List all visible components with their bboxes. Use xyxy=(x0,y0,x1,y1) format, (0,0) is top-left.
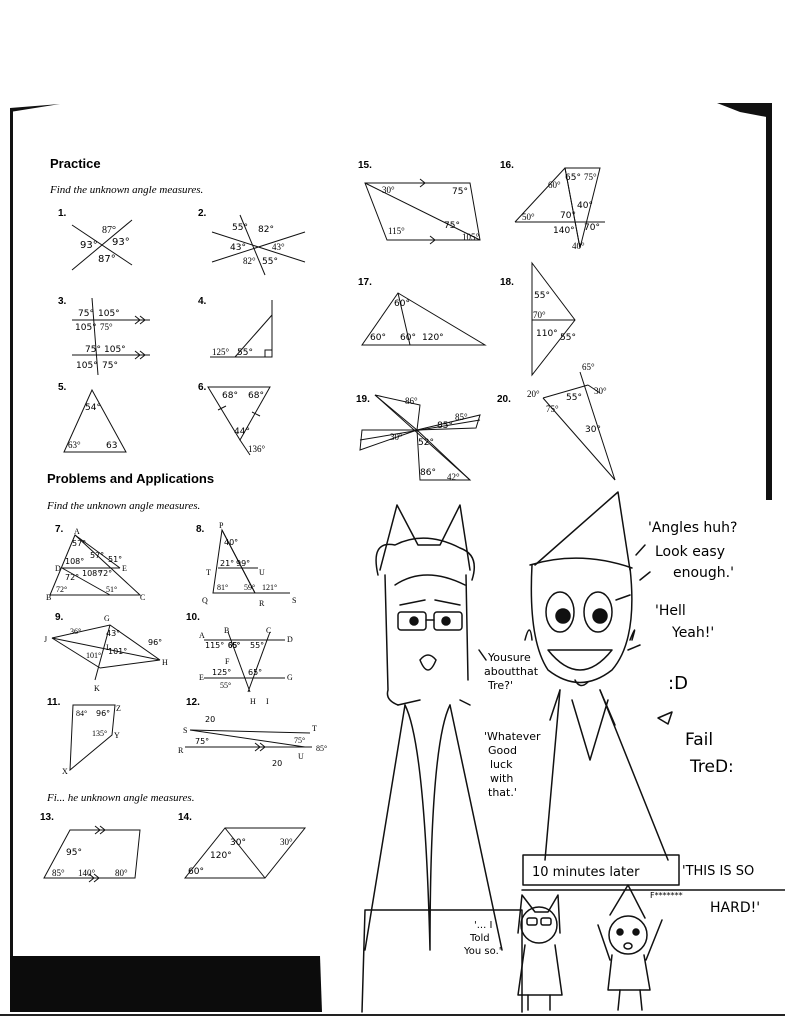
censored-word: F******* xyxy=(650,891,683,900)
scan-edge-left xyxy=(10,108,13,958)
problem-number-11: 11. xyxy=(47,697,61,708)
problem-number-19: 19. xyxy=(356,394,370,405)
practice-heading: Practice xyxy=(50,156,101,171)
scan-edge-right xyxy=(766,110,772,500)
p13-label: 95° xyxy=(66,848,82,858)
problem-number-12: 12. xyxy=(186,697,200,708)
p15-label: 75° xyxy=(444,221,460,231)
p19-label: 86° xyxy=(420,468,436,478)
problems-heading: Problems and Applications xyxy=(47,471,215,486)
problem-number-14: 14. xyxy=(178,812,192,823)
bubble-told-line3: You so.' xyxy=(464,946,502,957)
problem-number-7: 7. xyxy=(55,524,64,535)
p12-label: R xyxy=(178,746,184,755)
bubble-told-line1: '... I xyxy=(474,920,493,931)
p5-label: 54° xyxy=(85,403,101,413)
problem-number-1: 1. xyxy=(58,208,67,219)
p10-label: 55° xyxy=(220,681,232,690)
problem-number-18: 18. xyxy=(500,277,514,288)
p17-label: 60° xyxy=(370,333,386,343)
p20-label: 65° xyxy=(582,362,595,372)
p10-label: 125° xyxy=(212,668,232,677)
p18-label: 55° xyxy=(560,333,576,343)
p16-label: 75° xyxy=(584,172,597,182)
p19-label: 52° xyxy=(418,438,434,448)
p11-label: 96° xyxy=(96,709,111,718)
problems-instruction: Find the unknown angle measures. xyxy=(47,500,201,512)
bubble-angles-line1: 'Angles huh? xyxy=(648,520,738,536)
p10-label: A xyxy=(199,631,205,640)
p15-label: 30° xyxy=(382,185,395,195)
p20-label: 55° xyxy=(566,393,582,403)
p12-label: 20 xyxy=(272,759,283,768)
p19-label: 86° xyxy=(405,396,418,406)
p10-label: C xyxy=(266,626,272,635)
p16-label: 65° xyxy=(565,173,581,183)
p18-label: 70° xyxy=(533,310,546,320)
p7-label: E xyxy=(122,564,127,573)
p9-label: 101° xyxy=(108,647,128,656)
p20-label: 30° xyxy=(585,425,601,435)
emote-grin: :D xyxy=(668,673,688,694)
p7-label: 51° xyxy=(108,555,123,564)
p15-label: 115° xyxy=(388,226,405,236)
problem-number-17: 17. xyxy=(358,277,372,288)
p2-label: 55° xyxy=(262,257,278,267)
p10-label: 55° xyxy=(250,641,265,650)
p12-label: 75° xyxy=(294,736,306,745)
p8-label: 40° xyxy=(224,538,239,547)
p5-label: 63 xyxy=(106,441,118,451)
p12-label: 85° xyxy=(316,744,328,753)
p3-label: 105° xyxy=(75,323,97,333)
problem-number-3: 3. xyxy=(58,296,67,307)
p7-label: 57° xyxy=(90,551,105,560)
p7-label: C xyxy=(140,593,146,602)
p10-label: 115° xyxy=(205,641,225,650)
p17-label: 60° xyxy=(394,299,410,309)
p14-label: 120° xyxy=(210,851,232,861)
p10-label: D xyxy=(287,635,293,644)
p2-label: 82° xyxy=(258,225,274,235)
p16-label: 40° xyxy=(572,241,585,251)
p17-label: 60° xyxy=(400,333,416,343)
p7-label: 72° xyxy=(56,585,68,594)
p16-label: 70° xyxy=(560,211,576,221)
p9-label: I xyxy=(106,643,109,652)
p16-label: 70° xyxy=(584,223,600,233)
bubble-angles-line3: enough.' xyxy=(673,565,734,581)
p12-label: 20 xyxy=(205,715,216,724)
bubble-whatever-line2: Good xyxy=(488,744,517,757)
bubble-whatever-line3: luck xyxy=(490,758,513,771)
p7-label: B xyxy=(46,593,52,602)
character-boy xyxy=(525,492,668,860)
p1-label: 93° xyxy=(80,240,98,251)
p1-label: 87° xyxy=(102,225,116,236)
p19-label: 85° xyxy=(437,421,453,431)
p15-label: 75° xyxy=(452,187,468,197)
bubble-hard-line2: HARD!' xyxy=(710,900,761,916)
bubble-hell-line2: Yeah!' xyxy=(672,625,715,641)
p17-label: 120° xyxy=(422,333,444,343)
p5-label: 63° xyxy=(68,440,81,450)
p16-label: 50° xyxy=(522,212,535,222)
p3-label: 105° xyxy=(98,309,120,319)
figure-problem-2 xyxy=(212,215,305,275)
p14-label: 30° xyxy=(280,837,293,847)
p10-label: F xyxy=(225,657,230,666)
p9-label: J xyxy=(44,635,48,644)
p13-label: 140° xyxy=(78,868,96,878)
p16-label: 60° xyxy=(548,180,561,190)
p4-label: 55° xyxy=(237,348,253,358)
problem-number-9: 9. xyxy=(55,612,64,623)
p7-label: 57° xyxy=(72,539,87,548)
p10-label: B xyxy=(224,626,230,635)
p1-label: 93° xyxy=(112,237,130,248)
p7-label: 108° xyxy=(82,569,102,578)
p8-label: 121° xyxy=(262,583,278,592)
p7-label: 72° xyxy=(98,569,113,578)
p16-label: 140° xyxy=(553,226,575,236)
p2-label: 43° xyxy=(272,242,285,252)
scan-edge-corner-right xyxy=(717,103,772,118)
p10-label: 65° xyxy=(228,641,241,650)
chibi-boy xyxy=(598,885,662,1010)
p6-label: 68° xyxy=(222,391,238,401)
character-girl xyxy=(365,505,502,950)
bubble-sure-line1: Yousure xyxy=(488,651,531,664)
bubble-hard-line1: 'THIS IS SO xyxy=(682,864,755,879)
p8-label: 99° xyxy=(236,559,251,568)
bubble-angles-line2: Look easy xyxy=(655,544,726,560)
p3-label: 105° xyxy=(104,345,126,355)
p2-label: 43° xyxy=(230,243,246,253)
p10-label: E xyxy=(199,673,204,682)
p19-label: 30° xyxy=(390,432,403,442)
p3-label: 105° xyxy=(76,361,98,371)
section3-instruction: Fi... he unknown angle measures. xyxy=(47,792,195,804)
p8-label: 81° xyxy=(217,583,229,592)
bubble-whatever-line4: with xyxy=(490,772,514,785)
p6-label: 136° xyxy=(248,444,266,454)
p14-label: 60° xyxy=(188,867,204,877)
p6-label: 44° xyxy=(234,427,250,437)
p9-label: 101° xyxy=(86,651,102,660)
p11-label: 135° xyxy=(92,729,108,738)
scan-shadow-bottom xyxy=(10,956,322,1012)
p11-label: Y xyxy=(114,731,120,740)
p8-label: R xyxy=(259,599,265,608)
p20-label: 30° xyxy=(594,386,607,396)
p11-label: 84° xyxy=(76,709,88,718)
p12-label: S xyxy=(183,726,188,735)
p10-label: 65° xyxy=(248,668,263,677)
p3-label: 75° xyxy=(100,322,113,332)
p18-label: 55° xyxy=(534,291,550,301)
p13-label: 80° xyxy=(115,868,128,878)
bubble-whatever-line1: 'Whatever xyxy=(484,730,541,743)
time-caption: 10 minutes later xyxy=(532,865,640,880)
p13-label: 85° xyxy=(52,868,65,878)
p7-label: D xyxy=(55,564,61,573)
p8-label: Q xyxy=(202,596,208,605)
problem-number-4: 4. xyxy=(198,296,207,307)
p10-label: I xyxy=(266,697,269,706)
p8-label: 59° xyxy=(244,583,256,592)
p7-label: 108° xyxy=(65,557,85,566)
bubble-sure-line2: aboutthat xyxy=(484,665,539,678)
p3-label: 75° xyxy=(102,361,118,371)
p12-label: T xyxy=(312,724,317,733)
p3-label: 75° xyxy=(78,309,94,319)
p20-label: 75° xyxy=(546,404,559,414)
p16-label: 40° xyxy=(577,201,593,211)
bubble-sure-line3: Tre?' xyxy=(488,679,514,692)
p18-label: 110° xyxy=(536,329,558,339)
bubble-hell-line1: 'Hell xyxy=(655,603,686,619)
p10-label: H xyxy=(250,697,256,706)
p6-label: 68° xyxy=(248,391,264,401)
p11-label: X xyxy=(62,767,68,776)
p7-label: A xyxy=(74,527,80,536)
p1-label: 87° xyxy=(98,254,116,265)
p2-label: 55° xyxy=(232,223,248,233)
fail-line2: TreD: xyxy=(690,757,734,777)
p7-label: 51° xyxy=(106,585,118,594)
problem-number-6: 6. xyxy=(198,382,207,393)
p12-label: 75° xyxy=(195,737,210,746)
practice-instruction: Find the unknown angle measures. xyxy=(50,184,204,196)
p8-label: S xyxy=(292,596,297,605)
bubble-whatever-line5: that.' xyxy=(488,786,517,799)
problem-number-15: 15. xyxy=(358,160,372,171)
p9-label: K xyxy=(94,684,100,693)
problem-number-20: 20. xyxy=(497,394,511,405)
p20-label: 20° xyxy=(527,389,540,399)
p8-label: P xyxy=(219,521,224,530)
p9-label: 96° xyxy=(148,638,163,647)
p9-label: 43° xyxy=(106,629,121,638)
problem-number-2: 2. xyxy=(198,208,207,219)
problem-number-16: 16. xyxy=(500,160,514,171)
problem-number-10: 10. xyxy=(186,612,200,623)
p8-label: U xyxy=(259,568,265,577)
p7-label: 72° xyxy=(65,573,80,582)
p19-label: 42° xyxy=(447,472,460,482)
bubble-told-line2: Told xyxy=(470,933,490,944)
problem-number-8: 8. xyxy=(196,524,205,535)
p8-label: T xyxy=(206,568,211,577)
p9-label: G xyxy=(104,614,110,623)
p8-label: 21° xyxy=(220,559,235,568)
p11-label: Z xyxy=(116,704,121,713)
p3-label: 75° xyxy=(85,345,101,355)
p4-label: 125° xyxy=(212,347,230,357)
problem-number-13: 13. xyxy=(40,812,54,823)
problem-number-5: 5. xyxy=(58,382,67,393)
p9-label: H xyxy=(162,658,168,667)
p12-label: U xyxy=(298,752,304,761)
chibi-girl xyxy=(518,895,562,1010)
scan-edge-corner xyxy=(10,104,60,112)
fail-line1: Fail xyxy=(685,730,714,750)
p14-label: 30° xyxy=(230,838,246,848)
p9-label: 36° xyxy=(70,627,82,636)
p19-label: 85° xyxy=(455,412,468,422)
p15-label: 105° xyxy=(462,232,480,242)
p2-label: 82° xyxy=(243,256,256,266)
p10-label: G xyxy=(287,673,293,682)
